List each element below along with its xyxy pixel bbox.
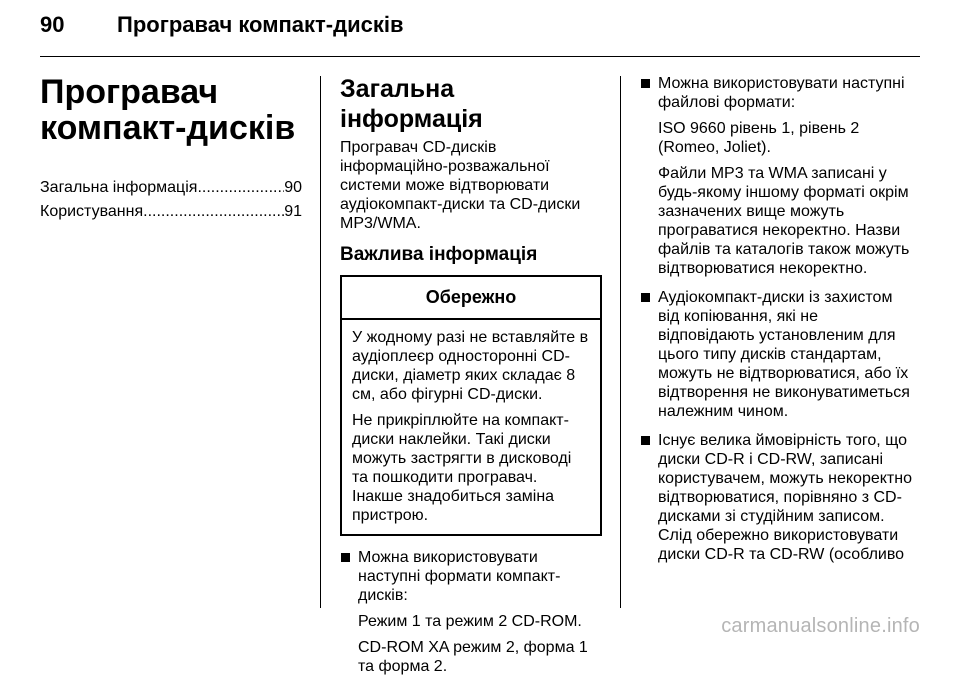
toc-entry-page: 90 (284, 179, 302, 196)
watermark: carmanualsonline.info (721, 615, 920, 637)
intro-paragraph: Програвач CD-дисків інформаційно-розважальної системи може відтворювати аудіокомпакт-диски та CD-диски MP3/WMA. (340, 139, 581, 232)
caution-paragraph-1: У жодному разі не вставляйте в аудіоплеєр односторонні CD-диски, діаметр яких складає 8 см, або фігурні CD-диски. (352, 329, 589, 403)
column-2 (340, 74, 602, 676)
toc-leader-dots (143, 200, 284, 224)
chapter-title-line-2: компакт-дисків (40, 109, 296, 147)
header-rule (40, 56, 920, 57)
caution-box (340, 275, 602, 536)
column-1 (40, 74, 302, 224)
bullet-sub-item: Режим 1 та режим 2 CD-ROM. (358, 613, 582, 630)
caution-paragraph-2: Не прикріплюйте на компакт-диски наклейки. Такі диски можуть застрягти в дисководі та пошкодити програвач. Інакше знадобиться заміна пристрою. (352, 412, 572, 524)
bullet-cd-r-rw: Існує велика ймовірність того, що диски CD-R і CD-RW, записані користувачем, можуть некоректно відтворюватися, порівняно з CD-дисками зі студійним записом. Слід обережно використовувати диски CD-R та CD-RW (особливо (640, 431, 915, 564)
chapter-title-line-1: Програвач (40, 73, 219, 111)
column-divider-2 (620, 76, 621, 608)
bullet-cd-formats: Можна використовувати наступні формати компакт-дисків: (340, 548, 602, 605)
subsection-title: Важлива інформація (340, 244, 538, 265)
bullet-sub-item: ISO 9660 рівень 1, рівень 2 (Romeo, Joliet). (658, 120, 860, 156)
toc-entry-page: 91 (284, 203, 302, 220)
chapter-title (40, 74, 302, 146)
column-divider-1 (320, 76, 321, 608)
bullet-copy-protection: Аудіокомпакт-диски із захистом від копіювання, які не відповідають установленим для цього типу дисків стандартам, можуть не відтворюватися, або їх відтворення не виконуватиметься належним чином. (640, 288, 915, 421)
bullet-group-file-formats (640, 74, 915, 278)
toc-entry-general-info[interactable] (40, 176, 302, 200)
page-header (40, 12, 920, 52)
page-number: 90 (40, 12, 65, 37)
toc-entry-usage[interactable] (40, 200, 302, 224)
section-title: Загальна інформація (340, 75, 483, 133)
caution-body (342, 320, 600, 534)
running-title: Програвач компакт-дисків (117, 12, 404, 37)
column-3 (640, 74, 915, 574)
toc-leader-dots (197, 176, 284, 200)
toc-entry-label: Загальна інформація (40, 179, 198, 196)
bullet-list (340, 548, 602, 676)
toc-entry-label: Користування (40, 203, 144, 220)
bullet-file-formats: Можна використовувати наступні файлові формати: (640, 74, 915, 112)
caution-title: Обережно (342, 277, 600, 320)
bullet-sub-item: Файли MP3 та WMA записані у будь-якому іншому форматі окрім зазначених вище можуть програватися некоректно. Назви файлів та каталогів також можуть відтворюватися некоректно. (658, 165, 910, 277)
bullet-sub-item: CD-ROM XA режим 2, форма 1 та форма 2. (358, 639, 588, 675)
